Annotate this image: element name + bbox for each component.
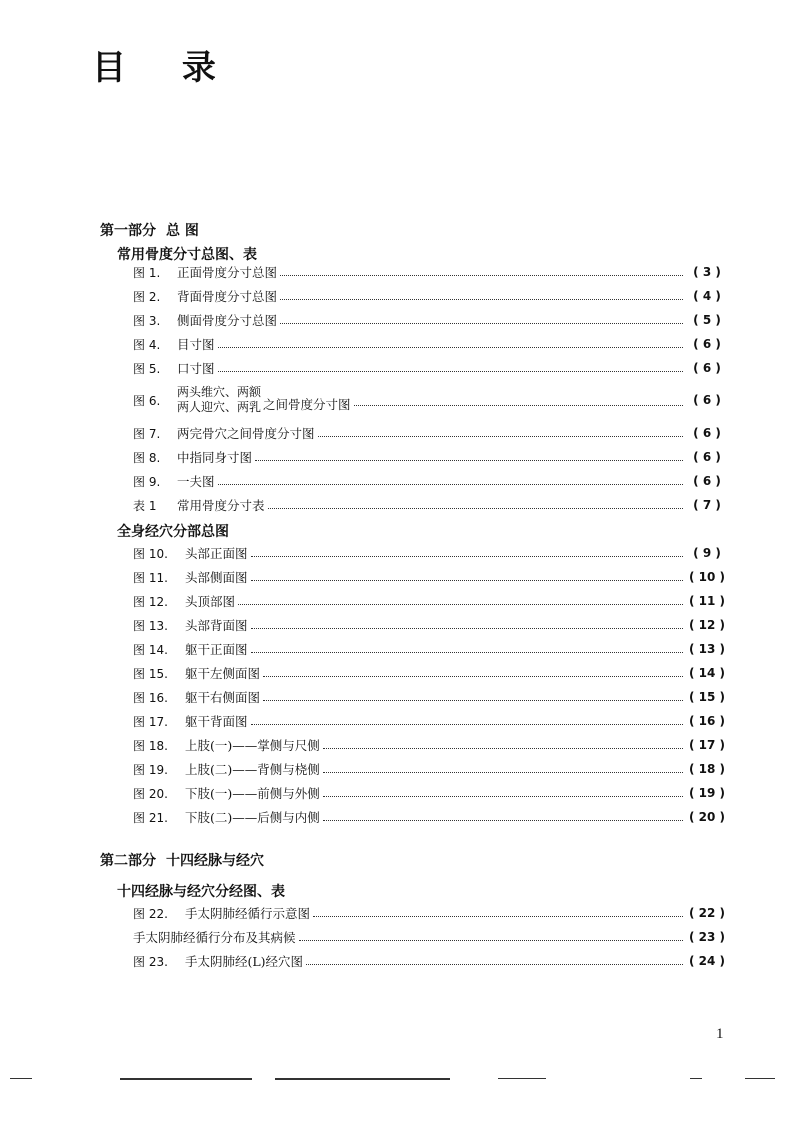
leader-dots xyxy=(280,274,683,276)
entry-number: 图 20. xyxy=(133,786,168,801)
entry-title: 下肢(二)——后侧与内侧 xyxy=(185,810,320,825)
leader-dots xyxy=(323,795,683,797)
entry-title: 躯干背面图 xyxy=(185,714,248,729)
entry-page: ( 6 ) xyxy=(693,426,721,440)
entry-title: 头部侧面图 xyxy=(185,570,248,585)
entry-page: ( 9 ) xyxy=(693,546,721,560)
part-heading xyxy=(100,850,264,870)
entry-page: ( 4 ) xyxy=(693,289,721,303)
toc-entry[interactable] xyxy=(133,951,728,971)
entry-page: ( 3 ) xyxy=(693,265,721,279)
entry-title-line: 两人迎穴、两乳 xyxy=(177,400,262,414)
toc-entry[interactable] xyxy=(133,447,728,467)
entry-number: 图 2. xyxy=(133,289,161,304)
entry-page: ( 15 ) xyxy=(688,690,726,704)
leader-dots xyxy=(263,675,683,677)
entry-number: 图 4. xyxy=(133,337,161,352)
scan-artifact-line xyxy=(10,1078,32,1079)
leader-dots xyxy=(238,603,683,605)
entry-number: 图 6. xyxy=(133,393,161,408)
toc-entry[interactable] xyxy=(133,783,728,803)
entry-title: 中指同身寸图 xyxy=(177,450,253,465)
scan-artifact-line xyxy=(275,1078,450,1080)
entry-title: 目寸图 xyxy=(177,337,215,352)
entry-number: 表 1 xyxy=(133,498,157,513)
section-heading: 全身经穴分部总图 xyxy=(117,524,229,540)
part-name: 总 图 xyxy=(166,223,199,239)
leader-dots xyxy=(313,915,683,917)
entry-title-line: 两头维穴、两额 xyxy=(177,385,262,399)
entry-page: ( 7 ) xyxy=(693,498,721,512)
entry-page: ( 14 ) xyxy=(688,666,726,680)
entry-number: 图 8. xyxy=(133,450,161,465)
entry-title: 两完骨穴之间骨度分寸图 xyxy=(177,426,315,441)
entry-title: 躯干左侧面图 xyxy=(185,666,261,681)
toc-entry[interactable] xyxy=(133,286,728,306)
toc-entry[interactable] xyxy=(133,687,728,707)
entry-title: 手太阴肺经循行示意图 xyxy=(185,906,311,921)
section-heading: 十四经脉与经穴分经图、表 xyxy=(117,884,285,900)
entry-title: 正面骨度分寸总图 xyxy=(177,265,278,280)
leader-dots xyxy=(218,370,683,372)
toc-entry[interactable] xyxy=(133,591,728,611)
entry-number: 图 17. xyxy=(133,714,168,729)
entry-title: 上肢(一)——掌侧与尺侧 xyxy=(185,738,320,753)
leader-dots xyxy=(251,555,683,557)
toc-entry[interactable] xyxy=(133,334,728,354)
entry-page: ( 23 ) xyxy=(688,930,726,944)
entry-page: ( 6 ) xyxy=(693,337,721,351)
toc-entry[interactable] xyxy=(133,807,728,827)
entry-page: ( 10 ) xyxy=(688,570,726,584)
toc-entry[interactable] xyxy=(133,262,728,282)
entry-title: 头顶部图 xyxy=(185,594,236,609)
toc-entry[interactable] xyxy=(133,567,728,587)
entry-number: 图 21. xyxy=(133,810,168,825)
scan-artifact-line xyxy=(120,1078,252,1080)
entry-number: 图 11. xyxy=(133,570,168,585)
entry-page: ( 5 ) xyxy=(693,313,721,327)
entry-number: 图 18. xyxy=(133,738,168,753)
part-name: 十四经脉与经穴 xyxy=(166,853,264,869)
entry-page: ( 17 ) xyxy=(688,738,726,752)
entry-title: 一夫图 xyxy=(177,474,215,489)
entry-title: 下肢(一)——前侧与外侧 xyxy=(185,786,320,801)
page-title: 目 录 xyxy=(92,48,238,88)
entry-title: 上肢(二)——背侧与桡侧 xyxy=(185,762,320,777)
leader-dots xyxy=(354,404,683,406)
toc-entry[interactable] xyxy=(133,711,728,731)
entry-title: 头部正面图 xyxy=(185,546,248,561)
leader-dots xyxy=(318,435,683,437)
entry-number: 图 16. xyxy=(133,690,168,705)
entry-title: 躯干正面图 xyxy=(185,642,248,657)
toc-entry[interactable] xyxy=(133,543,728,563)
leader-dots xyxy=(263,699,683,701)
entry-title: 躯干右侧面图 xyxy=(185,690,261,705)
entry-page: ( 13 ) xyxy=(688,642,726,656)
leader-dots xyxy=(255,459,683,461)
toc-entry[interactable] xyxy=(133,471,728,491)
entry-number: 图 22. xyxy=(133,906,168,921)
leader-dots xyxy=(280,322,683,324)
entry-page: ( 22 ) xyxy=(688,906,726,920)
leader-dots xyxy=(251,579,683,581)
toc-entry[interactable] xyxy=(133,615,728,635)
entry-page: ( 20 ) xyxy=(688,810,726,824)
entry-page: ( 6 ) xyxy=(693,393,721,407)
entry-title: 常用骨度分寸表 xyxy=(177,498,265,513)
entry-number: 图 5. xyxy=(133,361,161,376)
page-number: 1 xyxy=(716,1026,724,1042)
toc-entry[interactable] xyxy=(133,903,728,923)
entry-number: 图 23. xyxy=(133,954,168,969)
leader-dots xyxy=(299,939,683,941)
entry-title-suffix: 之间骨度分寸图 xyxy=(263,397,351,412)
leader-dots xyxy=(251,723,683,725)
toc-entry[interactable] xyxy=(133,358,728,378)
entry-number: 图 14. xyxy=(133,642,168,657)
scan-artifact-line xyxy=(745,1078,775,1079)
toc-entry[interactable] xyxy=(133,310,728,330)
entry-page: ( 11 ) xyxy=(688,594,726,608)
entry-page: ( 19 ) xyxy=(688,786,726,800)
entry-title: 手太阴肺经(L)经穴图 xyxy=(185,954,304,969)
entry-title: 侧面骨度分寸总图 xyxy=(177,313,278,328)
entry-title: 手太阴肺经循行分布及其病候 xyxy=(133,930,296,945)
leader-dots xyxy=(218,483,683,485)
entry-title: 口寸图 xyxy=(177,361,215,376)
part-label: 第一部分 xyxy=(100,223,156,239)
toc-entry[interactable] xyxy=(133,663,728,683)
toc-entry[interactable] xyxy=(133,495,728,515)
entry-title-stack xyxy=(177,385,261,415)
leader-dots xyxy=(323,747,683,749)
entry-title: 头部背面图 xyxy=(185,618,248,633)
leader-dots xyxy=(251,627,683,629)
entry-page: ( 16 ) xyxy=(688,714,726,728)
entry-number: 图 19. xyxy=(133,762,168,777)
part-heading xyxy=(100,220,199,240)
leader-dots xyxy=(323,819,683,821)
leader-dots xyxy=(218,346,683,348)
entry-title: 背面骨度分寸总图 xyxy=(177,289,278,304)
entry-number: 图 10. xyxy=(133,546,168,561)
entry-number: 图 3. xyxy=(133,313,161,328)
leader-dots xyxy=(268,507,683,509)
entry-page: ( 6 ) xyxy=(693,474,721,488)
leader-dots xyxy=(323,771,683,773)
entry-number: 图 12. xyxy=(133,594,168,609)
entry-number: 图 13. xyxy=(133,618,168,633)
leader-dots xyxy=(251,651,683,653)
toc-entry[interactable] xyxy=(133,735,728,755)
entry-page: ( 6 ) xyxy=(693,361,721,375)
scan-artifact-line xyxy=(498,1078,546,1079)
entry-number: 图 7. xyxy=(133,426,161,441)
leader-dots xyxy=(306,963,683,965)
entry-page: ( 18 ) xyxy=(688,762,726,776)
part-label: 第二部分 xyxy=(100,853,156,869)
toc-entry[interactable] xyxy=(133,759,728,779)
section-heading: 常用骨度分寸总图、表 xyxy=(117,247,257,263)
entry-number: 图 9. xyxy=(133,474,161,489)
toc-entry[interactable] xyxy=(133,382,728,418)
leader-dots xyxy=(280,298,683,300)
entry-number: 图 1. xyxy=(133,265,161,280)
entry-page: ( 6 ) xyxy=(693,450,721,464)
toc-entry[interactable] xyxy=(133,423,728,443)
entry-number: 图 15. xyxy=(133,666,168,681)
toc-entry[interactable] xyxy=(133,927,728,947)
toc-entry[interactable] xyxy=(133,639,728,659)
entry-page: ( 24 ) xyxy=(688,954,726,968)
entry-page: ( 12 ) xyxy=(688,618,726,632)
scan-artifact-line xyxy=(690,1078,702,1079)
